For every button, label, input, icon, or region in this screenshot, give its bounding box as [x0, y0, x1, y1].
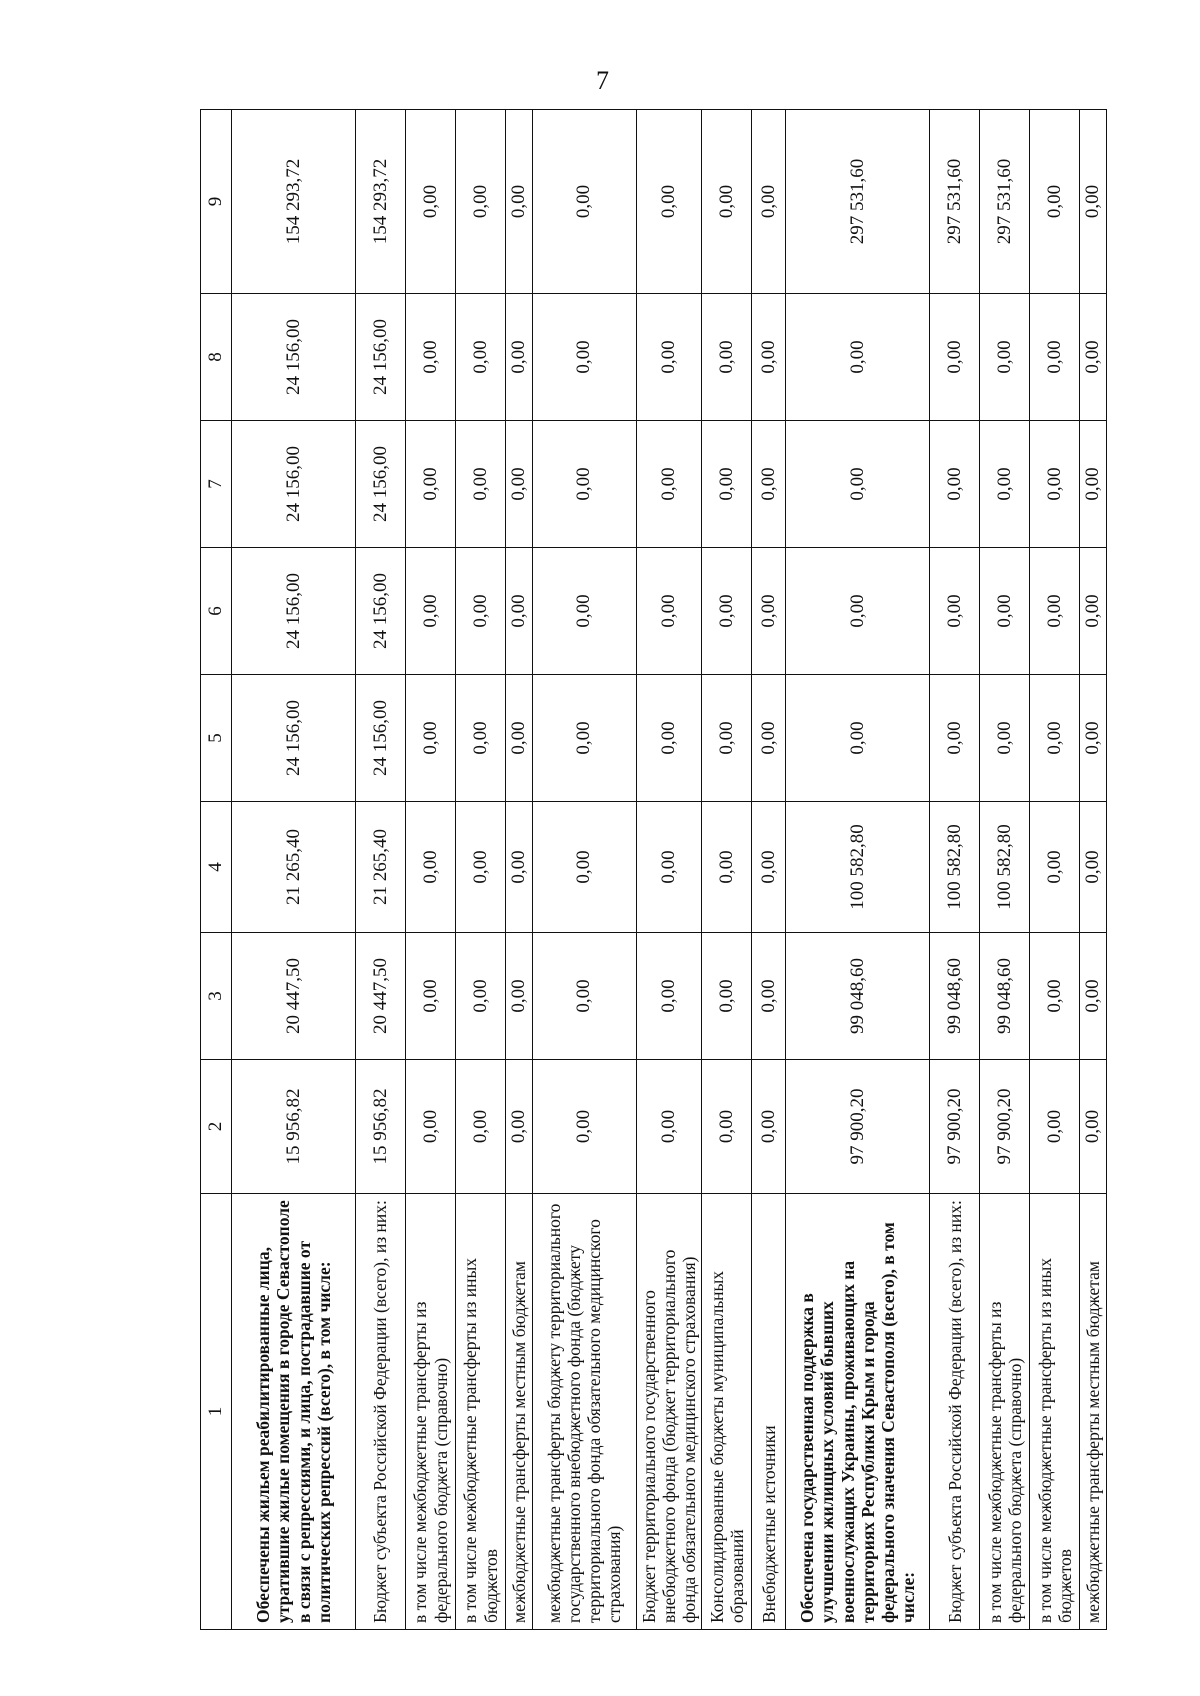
value-cell: 297 531,60 [786, 110, 930, 294]
value-cell: 0,00 [636, 1060, 701, 1194]
value-cell: 0,00 [406, 548, 456, 675]
budget-table [200, 109, 1107, 1630]
value-cell: 0,00 [752, 110, 786, 294]
column-header: 2 [201, 1060, 232, 1194]
row-label: Обеспечены жильем реабилитированные лица, утратившие жилые помещения в городе Севастополе в связи с репрессиями, и лица, пострадавшие от политических репрессий (всего), в том числе: [232, 1194, 356, 1630]
value-cell: 0,00 [980, 548, 1030, 675]
value-cell: 0,00 [1030, 933, 1080, 1060]
value-cell: 24 156,00 [356, 675, 406, 802]
value-cell: 0,00 [752, 421, 786, 548]
table-row [456, 110, 506, 1630]
table-row [980, 110, 1030, 1630]
value-cell: 0,00 [636, 548, 701, 675]
value-cell: 24 156,00 [232, 421, 356, 548]
value-cell: 0,00 [636, 110, 701, 294]
table-row [930, 110, 980, 1630]
table-header-row [201, 110, 232, 1630]
value-cell: 0,00 [506, 548, 533, 675]
value-cell: 0,00 [702, 933, 752, 1060]
table-row [636, 110, 701, 1630]
table-row [702, 110, 752, 1630]
value-cell: 24 156,00 [232, 548, 356, 675]
value-cell: 0,00 [636, 933, 701, 1060]
value-cell: 99 048,60 [930, 933, 980, 1060]
value-cell: 21 265,40 [232, 802, 356, 933]
value-cell: 0,00 [506, 294, 533, 421]
value-cell: 0,00 [406, 933, 456, 1060]
row-label: Обеспечена государственная поддержка в улучшении жилищных условий бывших военнослужащих Украины, проживающих на территориях Республики Крым и города федерального значения Севастополя (всего), в том числе: [786, 1194, 930, 1630]
value-cell: 0,00 [980, 675, 1030, 802]
value-cell: 0,00 [1030, 675, 1080, 802]
value-cell: 0,00 [980, 421, 1030, 548]
table-row [356, 110, 406, 1630]
value-cell: 0,00 [702, 548, 752, 675]
value-cell: 0,00 [752, 548, 786, 675]
value-cell: 0,00 [532, 1060, 636, 1194]
value-cell: 0,00 [930, 675, 980, 802]
value-cell: 154 293,72 [232, 110, 356, 294]
value-cell: 0,00 [506, 802, 533, 933]
row-label: Внебюджетные источники [752, 1194, 786, 1630]
value-cell: 0,00 [1080, 675, 1107, 802]
row-label: в том числе межбюджетные трансферты из иных бюджетов [1030, 1194, 1080, 1630]
value-cell: 0,00 [786, 294, 930, 421]
value-cell: 24 156,00 [356, 421, 406, 548]
value-cell: 0,00 [786, 421, 930, 548]
value-cell: 97 900,20 [786, 1060, 930, 1194]
value-cell: 0,00 [1080, 933, 1107, 1060]
value-cell: 0,00 [1080, 548, 1107, 675]
value-cell: 0,00 [702, 802, 752, 933]
value-cell: 0,00 [786, 548, 930, 675]
value-cell: 0,00 [636, 421, 701, 548]
value-cell: 100 582,80 [786, 802, 930, 933]
value-cell: 100 582,80 [930, 802, 980, 933]
value-cell: 0,00 [456, 802, 506, 933]
value-cell: 0,00 [406, 675, 456, 802]
value-cell: 0,00 [506, 110, 533, 294]
value-cell: 0,00 [532, 802, 636, 933]
value-cell: 297 531,60 [930, 110, 980, 294]
value-cell: 297 531,60 [980, 110, 1030, 294]
page-number: 7 [596, 66, 609, 95]
value-cell: 0,00 [636, 802, 701, 933]
row-label: Бюджет субъекта Российской Федерации (всего), из них: [356, 1194, 406, 1630]
value-cell: 97 900,20 [930, 1060, 980, 1194]
column-header: 6 [201, 548, 232, 675]
value-cell: 0,00 [532, 675, 636, 802]
value-cell: 0,00 [930, 294, 980, 421]
value-cell: 0,00 [406, 110, 456, 294]
value-cell: 20 447,50 [232, 933, 356, 1060]
value-cell: 0,00 [532, 548, 636, 675]
row-label: межбюджетные трансферты бюджету территориального государственного внебюджетного фонда (бюджету территориального фонда обязательного медицинского страхования) [532, 1194, 636, 1630]
row-label: Бюджет территориального государственного внебюджетного фонда (бюджет территориального фонда обязательного медицинского страхования) [636, 1194, 701, 1630]
value-cell: 0,00 [506, 933, 533, 1060]
value-cell: 0,00 [506, 1060, 533, 1194]
value-cell: 0,00 [532, 933, 636, 1060]
table-row [752, 110, 786, 1630]
value-cell: 0,00 [702, 675, 752, 802]
value-cell: 0,00 [406, 1060, 456, 1194]
table-row [506, 110, 533, 1630]
value-cell: 0,00 [786, 675, 930, 802]
value-cell: 0,00 [1030, 110, 1080, 294]
column-header: 7 [201, 421, 232, 548]
value-cell: 0,00 [702, 110, 752, 294]
value-cell: 0,00 [406, 802, 456, 933]
column-header: 3 [201, 933, 232, 1060]
value-cell: 0,00 [636, 675, 701, 802]
value-cell: 99 048,60 [786, 933, 930, 1060]
rotated-table-container [200, 110, 1104, 1630]
value-cell: 0,00 [456, 110, 506, 294]
column-header: 5 [201, 675, 232, 802]
table-row [1080, 110, 1107, 1630]
row-label: Бюджет субъекта Российской Федерации (всего), из них: [930, 1194, 980, 1630]
value-cell: 0,00 [752, 1060, 786, 1194]
value-cell: 0,00 [532, 421, 636, 548]
value-cell: 0,00 [1080, 110, 1107, 294]
value-cell: 0,00 [1030, 294, 1080, 421]
value-cell: 24 156,00 [232, 675, 356, 802]
value-cell: 15 956,82 [232, 1060, 356, 1194]
value-cell: 0,00 [456, 675, 506, 802]
value-cell: 0,00 [1030, 548, 1080, 675]
value-cell: 20 447,50 [356, 933, 406, 1060]
value-cell: 0,00 [456, 1060, 506, 1194]
value-cell: 0,00 [702, 1060, 752, 1194]
value-cell: 0,00 [702, 294, 752, 421]
value-cell: 0,00 [456, 421, 506, 548]
value-cell: 99 048,60 [980, 933, 1030, 1060]
value-cell: 15 956,82 [356, 1060, 406, 1194]
value-cell: 100 582,80 [980, 802, 1030, 933]
value-cell: 24 156,00 [232, 294, 356, 421]
value-cell: 24 156,00 [356, 294, 406, 421]
table-row [232, 110, 356, 1630]
value-cell: 24 156,00 [356, 548, 406, 675]
column-header: 1 [201, 1194, 232, 1630]
value-cell: 0,00 [1080, 421, 1107, 548]
value-cell: 0,00 [506, 675, 533, 802]
value-cell: 0,00 [456, 294, 506, 421]
column-header: 4 [201, 802, 232, 933]
value-cell: 0,00 [532, 294, 636, 421]
row-label: в том числе межбюджетные трансферты из федерального бюджета (справочно) [406, 1194, 456, 1630]
value-cell: 0,00 [1030, 421, 1080, 548]
value-cell: 0,00 [752, 294, 786, 421]
table-row [406, 110, 456, 1630]
value-cell: 0,00 [1080, 294, 1107, 421]
row-label: межбюджетные трансферты местным бюджетам [506, 1194, 533, 1630]
value-cell: 21 265,40 [356, 802, 406, 933]
value-cell: 0,00 [406, 421, 456, 548]
table-row [532, 110, 636, 1630]
value-cell: 0,00 [532, 110, 636, 294]
value-cell: 0,00 [406, 294, 456, 421]
value-cell: 0,00 [930, 548, 980, 675]
value-cell: 154 293,72 [356, 110, 406, 294]
value-cell: 0,00 [752, 802, 786, 933]
table-row [786, 110, 930, 1630]
row-label: в том числе межбюджетные трансферты из федерального бюджета (справочно) [980, 1194, 1030, 1630]
value-cell: 0,00 [456, 933, 506, 1060]
value-cell: 0,00 [752, 675, 786, 802]
row-label: межбюджетные трансферты местным бюджетам [1080, 1194, 1107, 1630]
value-cell: 0,00 [506, 421, 533, 548]
table-row [1030, 110, 1080, 1630]
value-cell: 97 900,20 [980, 1060, 1030, 1194]
value-cell: 0,00 [456, 548, 506, 675]
value-cell: 0,00 [752, 933, 786, 1060]
value-cell: 0,00 [636, 294, 701, 421]
column-header: 9 [201, 110, 232, 294]
row-label: Консолидированные бюджеты муниципальных образований [702, 1194, 752, 1630]
column-header: 8 [201, 294, 232, 421]
value-cell: 0,00 [930, 421, 980, 548]
value-cell: 0,00 [1080, 802, 1107, 933]
value-cell: 0,00 [1030, 1060, 1080, 1194]
value-cell: 0,00 [702, 421, 752, 548]
value-cell: 0,00 [1080, 1060, 1107, 1194]
value-cell: 0,00 [980, 294, 1030, 421]
row-label: в том числе межбюджетные трансферты из иных бюджетов [456, 1194, 506, 1630]
value-cell: 0,00 [1030, 802, 1080, 933]
